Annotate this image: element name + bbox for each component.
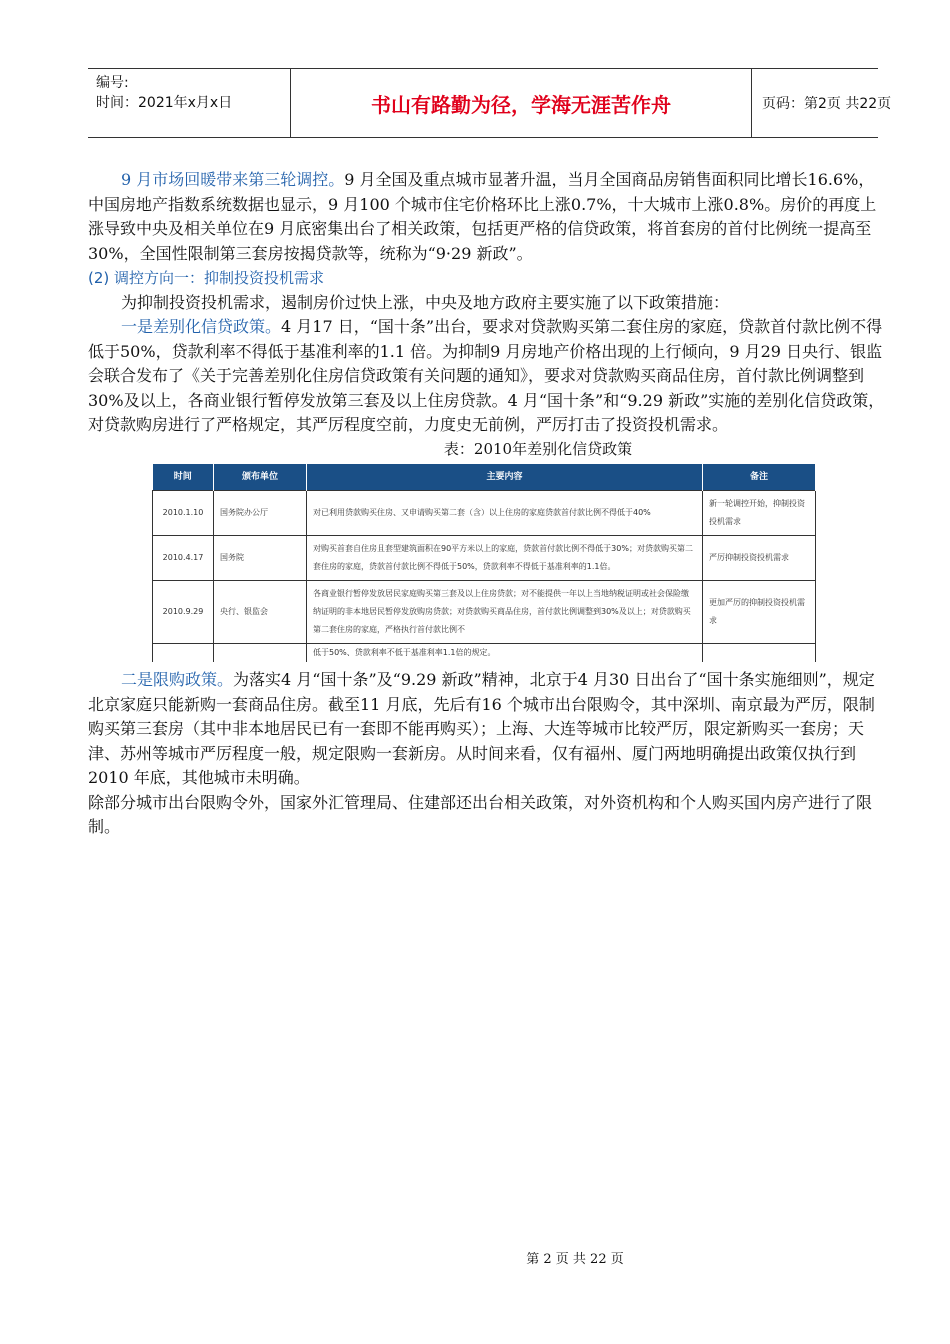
section-heading: (2) 调控方向一：抑制投资投机需求 [88,269,325,287]
table-cell-org: 国务院 [214,536,307,581]
page-footer: 第 2 页 共 22 页 [526,1252,624,1267]
table-row [153,491,816,536]
table-header-content: 主要内容 [307,464,703,491]
header-meta [88,69,290,137]
table-cell-content: 对购买首套自住房且套型建筑面积在90平方米以上的家庭，贷款首付款比例不得低于30%；对贷款购买第二套住房的家庭，贷款首付款比例不得低于50%，贷款利率不得低于基准利率的1.1倍。 [307,536,703,581]
paragraph-3-text: 4 月17 日，“国十条”出台，要求对贷款购买第二套住房的家庭，贷款首付款比例不得低于50%，贷款利率不得低于基准利率的1.1 倍。为抑制9 月房地产价格出现的上行倾向，9 月29 日央行、银监会联合发布了《关于完善差别化住房信贷政策有关问题的通知》，要求对贷款购买商品住房，首付款比例调整到30%及以上，各商业银行暂停发放第三套及以上住房贷款。4 月“国十条”和“9.29 新政”实施的差别化信贷政策，对贷款购房进行了严格规定，其严厉程度空前，力度史无前例，严厉打击了投资投机需求。 [88,317,885,434]
time-label: 时间：2021年x月x日 [96,95,233,111]
table-header-date: 时间 [153,464,214,491]
table-cell-date: 2010.9.29 [153,581,214,644]
table-cell-continuation: 低于50%、贷款利率不低于基准利率1.1倍的规定。 [307,644,703,663]
table-cell-org: 央行、银监会 [214,581,307,644]
table-cell-note: 严厉抑制投资投机需求 [703,536,816,581]
paragraph-3 [88,315,888,438]
paragraph-5: 除部分城市出台限购令外，国家外汇管理局、住建部还出台相关政策，对外资机构和个人购买国内房产进行了限制。 [88,792,873,836]
table-cell-empty [214,644,307,663]
table-cell-note: 新一轮调控开始，抑制投资投机需求 [703,491,816,536]
table-cell-date: 2010.4.17 [153,536,214,581]
table-cell-note: 更加严厉的抑制投资投机需求 [703,581,816,644]
table-caption: 表：2010年差别化信贷政策 [443,439,633,458]
table-cell-empty [703,644,816,663]
paragraph-4 [88,668,888,791]
paragraph-1 [88,168,888,266]
paragraph-1-lead: 9 月市场回暖带来第三轮调控。 [121,170,345,189]
table-cell-date: 2010.1.10 [153,491,214,536]
table-row [153,581,816,644]
table-row [153,536,816,581]
table-cell-empty [153,644,214,663]
table-header-org: 颁布单位 [214,464,307,491]
table-cell-content: 各商业银行暂停发放居民家庭购买第三套及以上住房贷款；对不能提供一年以上当地纳税证明或社会保险缴纳证明的非本地居民暂停发放购房贷款；对贷款购买商品住房，首付款比例调整到30%及以上；对贷款购买第二套住房的家庭，严格执行首付款比例不 [307,581,703,644]
header-motto: 书山有路勤为径，学海无涯苦作舟 [290,69,752,137]
paragraph-2: 为抑制投资投机需求，遏制房价过快上涨，中央及地方政府主要实施了以下政策措施： [121,292,730,312]
number-label: 编号: [96,75,129,91]
paragraph-4-lead: 二是限购政策。 [121,670,234,689]
table-header-row [153,464,816,491]
table-header-note: 备注 [703,464,816,491]
document-body [88,168,888,840]
table-cell-content: 对已利用贷款购买住房、又申请购买第二套（含）以上住房的家庭贷款首付款比例不得低于40% [307,491,703,536]
table-row-continuation [153,644,816,663]
paragraph-1-text: 9 月全国及重点城市显著升温，当月全国商品房销售面积同比增长16.6%，中国房地产指数系统数据也显示，9 月100 个城市住宅价格环比上涨0.7%，十大城市上涨0.8%。房价的再度上涨导致中央及相关单位在9 月底密集出台了相关政策，包括更严格的信贷政策，将首套房的首付比例统一提高至30%，全国性限制第三套房按揭贷款等，统称为“9·29 新政”。 [88,170,877,263]
credit-policy-table [152,464,816,663]
header-page-label: 页码：第2页 共22页 [762,96,892,112]
page-header [88,68,892,138]
paragraph-3-lead: 一是差别化信贷政策。 [121,317,282,336]
table-cell-org: 国务院办公厅 [214,491,307,536]
paragraph-4-text: 为落实4 月“国十条”及“9.29 新政”精神，北京于4 月30 日出台了“国十条实施细则”，规定北京家庭只能新购一套商品住房。截至11 月底，先后有16 个城市出台限购令，其中深圳、南京最为严厉，限制购买第三套房（其中非本地居民已有一套即不能再购买）；上海、大连等城市比较严厉，限定新购买一套房；天津、苏州等城市严厉程度一般，规定限购一套新房。从时间来看，仅有福州、厦门两地明确提出政策仅执行到2010 年底，其他城市未明确。 [88,670,875,787]
